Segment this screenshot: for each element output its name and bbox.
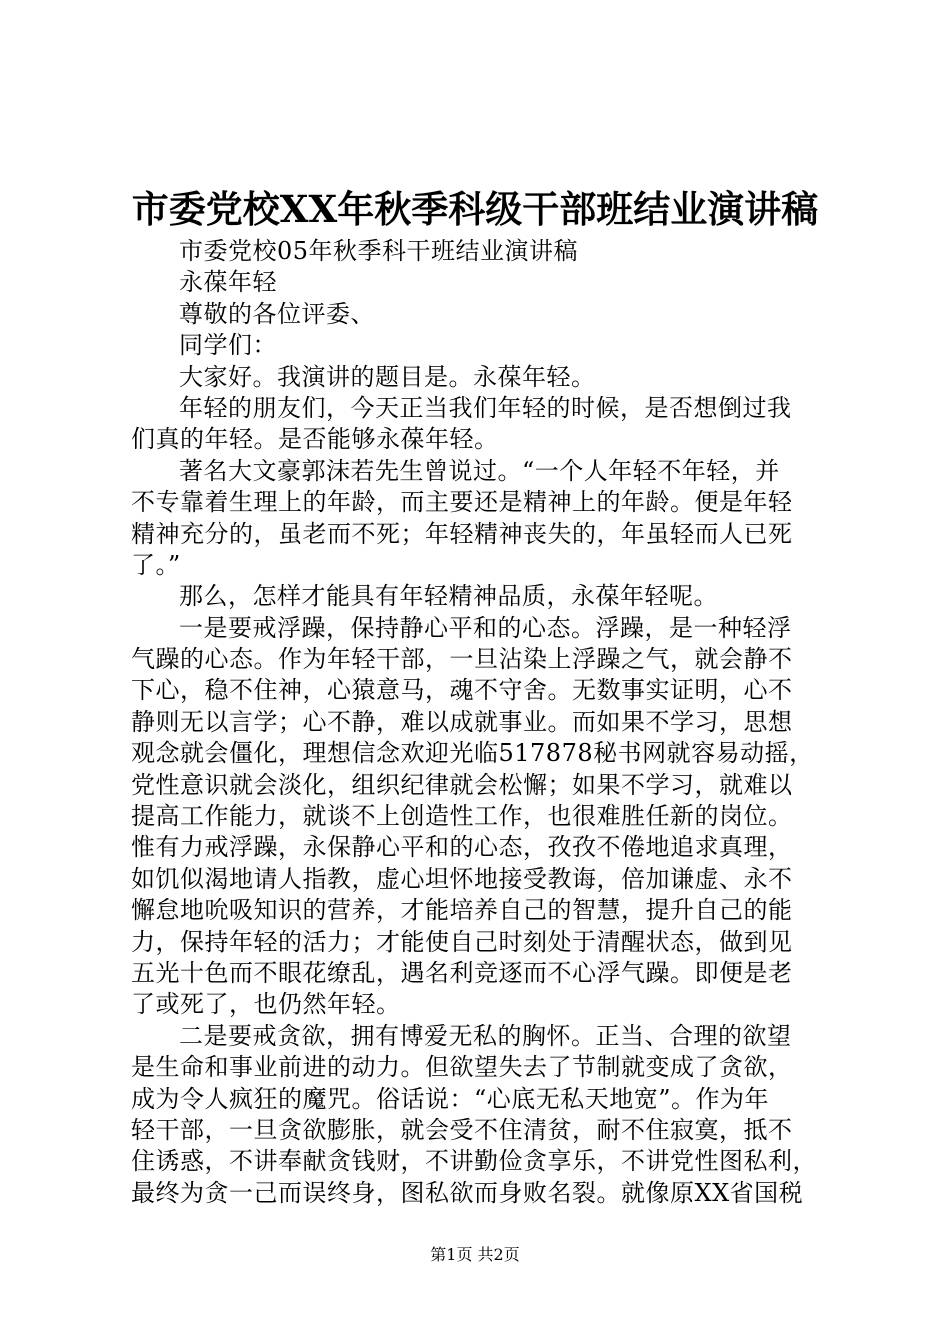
body-line: 同学们： [179,331,277,360]
body-line: 不专靠着生理上的年龄，而主要还是精神上的年龄。便是年轻 [131,488,793,517]
body-line: 党性意识就会淡化，组织纪律就会松懈；如果不学习，就难以 [131,770,793,799]
body-line: 五光十色而不眼花缭乱，遇名利竞逐而不心浮气躁。即便是老 [131,958,793,987]
body-line: 大家好。我演讲的题目是。永葆年轻。 [179,362,596,391]
body-line: 是生命和事业前进的动力。但欲望失去了节制就变成了贪欲， [131,1053,793,1082]
body-line: 永葆年轻 [179,268,277,297]
body-line: 一是要戒浮躁，保持静心平和的心态。浮躁，是一种轻浮 [179,613,792,642]
body-line: 提高工作能力，就谈不上创造性工作，也很难胜任新的岗位。 [131,802,793,831]
body-line: 成为令人疯狂的魔咒。俗话说：“心底无私天地宽”。作为年 [131,1084,770,1113]
body-line: 懈怠地吮吸知识的营养，才能培养自己的智慧，提升自己的能 [131,896,793,925]
body-line: 尊敬的各位评委、 [179,299,375,328]
body-line: 静则无以言学；心不静，难以成就事业。而如果不学习，思想 [131,707,793,736]
body-line: 下心，稳不住神，心猿意马，魂不守舍。无数事实证明，心不 [131,676,793,705]
body-line: 力，保持年轻的活力；才能使自己时刻处于清醒状态，做到见 [131,927,793,956]
body-line: 如饥似渴地请人指教，虚心坦怀地接受教诲，倍加谦虚、永不 [131,864,793,893]
body-line: 观念就会僵化，理想信念欢迎光临517878秘书网就容易动摇， [131,739,814,768]
body-line: 年轻的朋友们，今天正当我们年轻的时候，是否想倒过我 [179,393,792,422]
body-line: 最终为贪一己而误终身，图私欲而身败名裂。就像原XX省国税 [131,1178,804,1207]
body-line: 气躁的心态。作为年轻干部，一旦沾染上浮躁之气，就会静不 [131,645,793,674]
body-line: 轻干部，一旦贪欲膨胀，就会受不住清贫，耐不住寂寞，抵不 [131,1115,793,1144]
body-line: 精神充分的，虽老而不死；年轻精神丧失的，年虽轻而人已死 [131,519,793,548]
body-line: 们真的年轻。是否能够永葆年轻。 [131,425,499,454]
document-title: 市委党校XX年秋季科级干部班结业演讲稿 [131,187,819,231]
body-line: 著名大文豪郭沫若先生曾说过。“一个人年轻不年轻，并 [179,456,780,485]
document-body [131,236,831,1209]
body-line: 住诱惑，不讲奉献贪钱财，不讲勤俭贪享乐，不讲党性图私利， [131,1147,817,1176]
body-line: 二是要戒贪欲，拥有博爱无私的胸怀。正当、合理的欲望 [179,1021,792,1050]
body-line: 那么，怎样才能具有年轻精神品质，永葆年轻呢。 [179,582,718,611]
body-line: 市委党校05年秋季科干班结业演讲稿 [179,237,579,265]
body-line: 了。” [131,550,181,579]
page-number-footer: 第1页 共2页 [430,1245,520,1264]
body-line: 了或死了，也仍然年轻。 [131,990,401,1019]
body-line: 惟有力戒浮躁，永保静心平和的心态，孜孜不倦地追求真理， [131,833,793,862]
